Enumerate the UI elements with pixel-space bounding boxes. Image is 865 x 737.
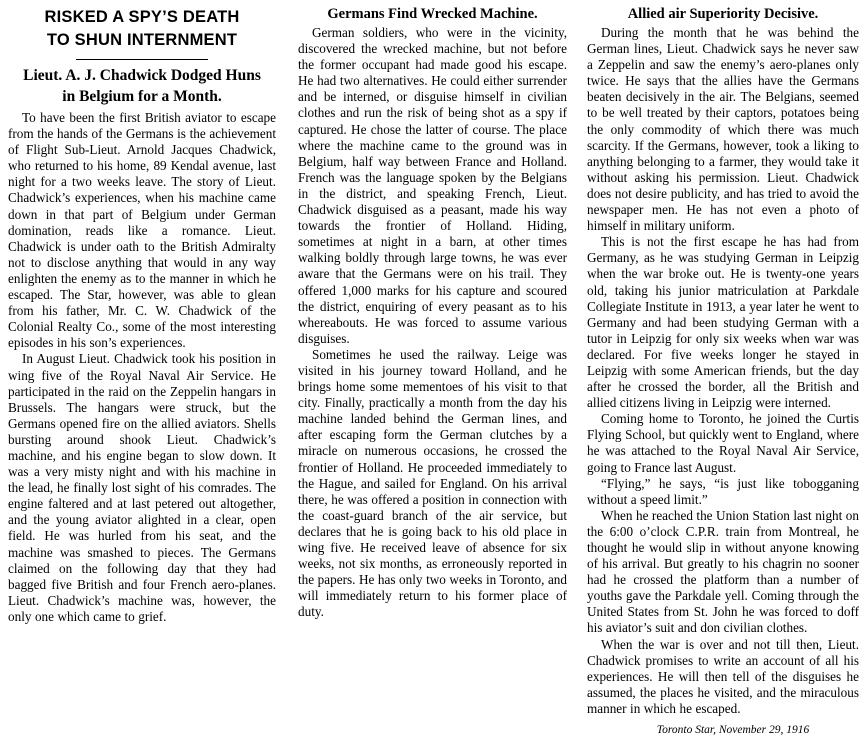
- column-3-body: [587, 25, 859, 717]
- paragraph: German soldiers, who were in the vicinity, discovered the wrecked machine, but not before the former occupant had made good his escape. He had two alternatives. He could either surrender and be interned, or disguise himself in civilian clothes and run the risk of being shot as a spy if captured. He chose the latter of course. The place where the machine came to the ground was in Belgium, half way between France and Holland. French was the language spoken by the Belgians in the district, and speaking French, Lieut. Chadwick disguised as a peasant, made his way towards the frontier of Holland. Hiding, sometimes at night in a barn, at other times walking boldly through large towns, he was ever aware that the Germans were on his trail. They offered 1,000 marks for his capture and scoured the district, enquiring of every peasant as to his whereabouts. He was forced to assume various disguises.: [298, 25, 567, 346]
- paragraph: When he reached the Union Station last night on the 6:00 o’clock C.P.R. train from Montreal, he thought he would slip in without anyone knowing of his arrival. But greatly to his chagrin no sooner had he crossed the platform than a number of youths gave the Parkdale yell. Coming through the United States from St. John he was forced to doff his aviator’s suit and don civilian clothes.: [587, 507, 859, 636]
- column-2: [288, 0, 577, 620]
- column-2-heading: Germans Find Wrecked Machine.: [327, 6, 538, 22]
- column-1: [0, 0, 288, 625]
- column-3: [577, 0, 865, 737]
- paragraph: To have been the first British aviator to escape from the hands of the Germans is the achievement of Flight Sub-Lieut. Arnold Jacques Chadwick, who returned to his home, 89 Kendal avenue, last night for a two weeks leave. The story of Lieut. Chadwick’s experiences, when his machine came down in that part of Belgium under German domination, reads like a romance. Lieut. Chadwick is under oath to the British Admiralty not to disclose anything that would in any way enlighten the enemy as to the manner in which he escaped. The Star, however, was able to glean from his father, Mr. C. W. Chadwick of the Colonial Realty Co., some of the most interesting episodes in his son’s experiences.: [8, 110, 276, 351]
- subhead-line-2: in Belgium for a Month.: [62, 88, 222, 105]
- column-3-heading: Allied air Superiority Decisive.: [627, 6, 819, 22]
- paragraph: Coming home to Toronto, he joined the Curtis Flying School, but quickly went to England, where he was attached to the Royal Naval Air Service, going to France last August.: [587, 411, 859, 475]
- paragraph: In August Lieut. Chadwick took his position in wing five of the Royal Naval Air Service. He participated in the raid on the Zeppelin hangars in Brussels. The hangars were struck, but the Germans opened fire on the allied aviators. Shells bursting around shook Lieut. Chadwick’s machine, and his engine began to slow down. It was a very misty night and with his machine in the lead, he finally lost sight of his comrades. The engine faltered and at last petered out altogether, and the young aviator alighted in a clear, open field. He was hurled from his seat, and the machine was smashed to pieces. The Germans claimed on the following day that they had bagged five British and four French aero-planes. Lieut. Chadwick’s machine was, however, the only one which came to grief.: [8, 351, 276, 624]
- headline-divider-rule: [76, 59, 208, 60]
- source-citation: Toronto Star, November 29, 1916: [656, 724, 810, 737]
- headline-line-1: RISKED A SPY’S DEATH: [44, 8, 240, 26]
- masthead: [8, 8, 276, 106]
- headline-line-2: TO SHUN INTERNMENT: [46, 31, 238, 49]
- column-1-body: [8, 110, 276, 625]
- subhead-line-1: Lieut. A. J. Chadwick Dodged Huns: [23, 67, 261, 84]
- paragraph: This is not the first escape he has had from Germany, as he was studying German in Leipzig when the war broke out. He is twenty-one years old, taking his junior matriculation at Parkdale Collegiate Institute in 1913, a year later he went to Germany and had been studying German with a tutor in Leipzig for only six weeks when war was declared. For five weeks longer he stayed in Leipzig with some American friends, but the day after he crossed the border, all the British and allied citizens living in Leipzig were interned.: [587, 234, 859, 411]
- paragraph: Sometimes he used the railway. Leige was visited in his journey toward Holland, and he brings home some mementoes of his visit to that city. Finally, practically a month from the day his machine landed behind the German lines, and after escaping form the German clutches by a miracle on numerous occasions, he crossed the frontier of Holland. He proceeded immediately to the Hague, and sailed for England. On his arrival there, he was offered a position in connection with the coast-guard branch of the air service, but declares that he is going back to his old place in wing five. He received leave of absence for six weeks, not six months, as erroneously reported in the papers. He has only two weeks in Toronto, and will immediately return to his former place of duty.: [298, 346, 567, 620]
- paragraph: “Flying,” he says, “is just like tobogganing without a speed limit.”: [587, 475, 859, 507]
- paragraph: When the war is over and not till then, Lieut. Chadwick promises to write an account of all his experiences. He will then tell of the disguises he assumed, the places he visited, and the miraculous manner in which he escaped.: [587, 636, 859, 716]
- paragraph: During the month that he was behind the German lines, Lieut. Chadwick says he never saw a Zeppelin and saw the enemy’s aero-planes only twice. He says that the allies have the Germans beaten decisively in the air. The Belgians, seemed to be well treated by their captors, potatoes being the only commodity of which there was much scarcity. If the Germans, however, took a liking to anything belonging to a farmer, they would take it without asking his permission. Lieut. Chadwick does not desire publicity, and has tried to avoid the newspaper men. He has not even a photo of himself in military uniform.: [587, 25, 859, 234]
- column-2-body: [298, 25, 567, 620]
